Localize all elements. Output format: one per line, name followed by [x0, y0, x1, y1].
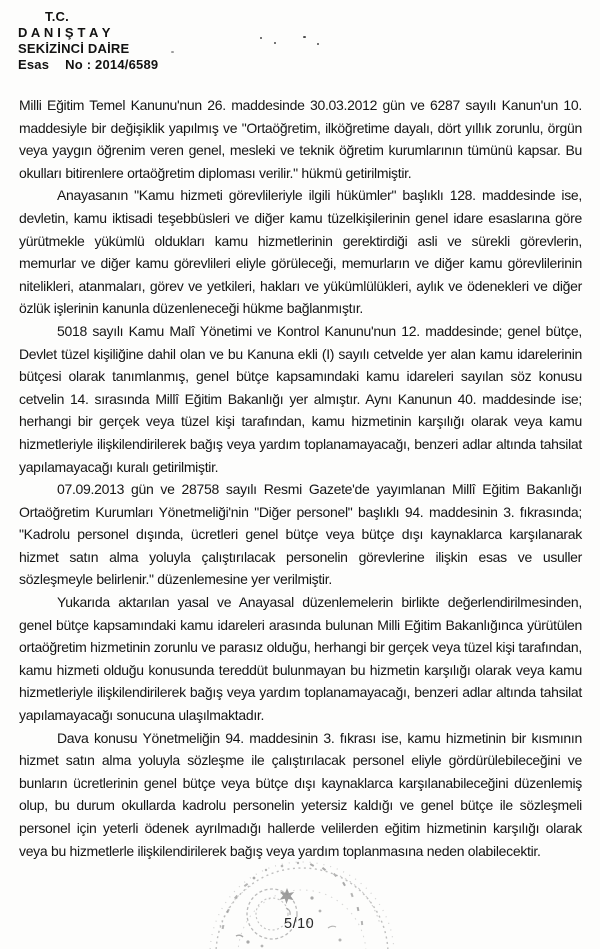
paragraph-2: Anayasanın "Kamu hizmeti görevlileriyle ilgili hükümler" başlıklı 128. maddesinde ise, devletin, kamu iktisadi teşebbüsleri ve diğer kamu tüzelkişilerinin genel idare esaslarına göre yürütmekle yükümlü oldukları kamu hizmetlerinin gerektirdiği asli ve sürekli görevlerin, memurlar ve diğer kamu görevlileri eliyle görüleceği, memurların ve diğer kamu görevlilerinin nitelikleri, atanmaları, görev ve yetkileri, hakları ve yükümlülükleri, aylık ve ödenekleri ve diğer özlük işlerinin kanunla düzenleneceği hükme bağlanmıştır. [19, 187, 582, 317]
header-chamber-name: SEKİZİNCİ DAİRE [18, 41, 130, 56]
paragraph-6: Dava konusu Yönetmeliğin 94. maddesinin 3. fıkrası ise, kamu hizmetinin bir kısmının hizmet satın alma yoluyla sözleşme ile çalıştırılacak personel eliyle gördürülebileceğini ve bunların ücretlerinin genel bütçe veya bütçe dışı kaynaklarca karşılanabileceğini düzenlemiş olup, bu durum okullarda kadrolu personelin yetersiz kaldığı ve genel bütçe ile sözleşmeli personel için yeterli ödenek ayrılmadığı hallerde velilerden eğitim hizmetinin karşılığı olarak veya bu hizmetlerle ilişkilendirilerek bağış veya yardım toplanmasına neden olabilecektir. [19, 729, 582, 859]
page-number: 5/10 [284, 916, 315, 932]
paragraph-1: Milli Eğitim Temel Kanunu'nun 26. maddesinde 30.03.2012 gün ve 6287 sayılı Kanun'un 10. maddesiyle bir değişiklik yapılmış ve "Ortaöğretim, ilköğretime dayalı, dört yıllık zorunlu, örgün veya yaygın öğrenim veren genel, mesleki ve teknik öğretim kurumlarının tümünü kapsar. Bu okulları bitirenlere ortaöğretim diploması verilir." hükmü getirilmiştir. [19, 97, 582, 181]
paragraph-3: 5018 sayılı Kamu Malî Yönetimi ve Kontrol Kanunu'nun 12. maddesinde; genel bütçe, Devlet tüzel kişiliğine dahil olan ve bu Kanuna ekli (I) sayılı cetvelde yer alan kamu idarelerinin bütçesi olarak tanımlanmış, genel bütçe kapsamındaki kamu idareleri sayılan söz konusu cetvelin 14. sırasında Millî Eğitim Bakanlığı yer almıştır. Aynı Kanunun 40. maddesinde ise; herhangi bir gerçek veya tüzel kişi tarafından, kamu hizmetinin karşılığı olarak veya kamu hizmetleriyle ilişkilendirilerek bağış veya yardım toplanamayacağı, benzeri adlar altında tahsilat yapılamayacağı kuralı getirilmiştir. [19, 322, 582, 475]
official-seal [190, 856, 415, 949]
scan-speck [171, 51, 174, 53]
scan-speck [317, 43, 319, 45]
case-number-row [18, 57, 158, 73]
scan-speck [303, 36, 306, 38]
scan-speck [274, 42, 276, 44]
circular-official-stamp-icon [190, 856, 415, 949]
scan-speck [260, 37, 262, 39]
document-header [18, 9, 158, 73]
paragraph-4: 07.09.2013 gün ve 28758 sayılı Resmi Gazete'de yayımlanan Millî Eğitim Bakanlığı Ortaöğretim Kurumları Yönetmeliği'nin "Diğer personel" başlıklı 94. maddesinin 3. fıkrasında; "Kadrolu personel dışında, ücretleri genel bütçe veya bütçe dışı kaynaklarca karşılanarak hizmet satın alma yoluyla çalıştırılacak personelin görevlerine ilişkin esas ve usuller sözleşmeyle belirlenir." düzenlemesine yer verilmiştir. [19, 481, 582, 588]
header-court-name: D A N I Ş T A Y [18, 25, 111, 40]
case-number-value: No : 2014/6589 [65, 57, 159, 72]
header-country-abbr: T.C. [45, 9, 69, 24]
document-body [19, 94, 582, 862]
case-number-label: Esas [18, 57, 50, 72]
paragraph-5: Yukarıda aktarılan yasal ve Anayasal düzenlemelerin birlikte değerlendirilmesinden, genel bütçe kapsamındaki kamu idareleri arasında bulunan Milli Eğitim Bakanlığınca yürütülen ortaöğretim hizmetinin zorunlu ve parasız olduğu, herhangi bir gerçek veya tüzel kişi tarafından, kamu hizmeti olduğu konusunda tereddüt bulunmayan bu hizmetin karşılığı olarak veya kamu hizmetleriyle ilişkilendirilerek bağış veya yardım toplanamayacağı, benzeri adlar altında tahsilat yapılamayacağı sonucuna ulaşılmaktadır. [19, 594, 582, 724]
